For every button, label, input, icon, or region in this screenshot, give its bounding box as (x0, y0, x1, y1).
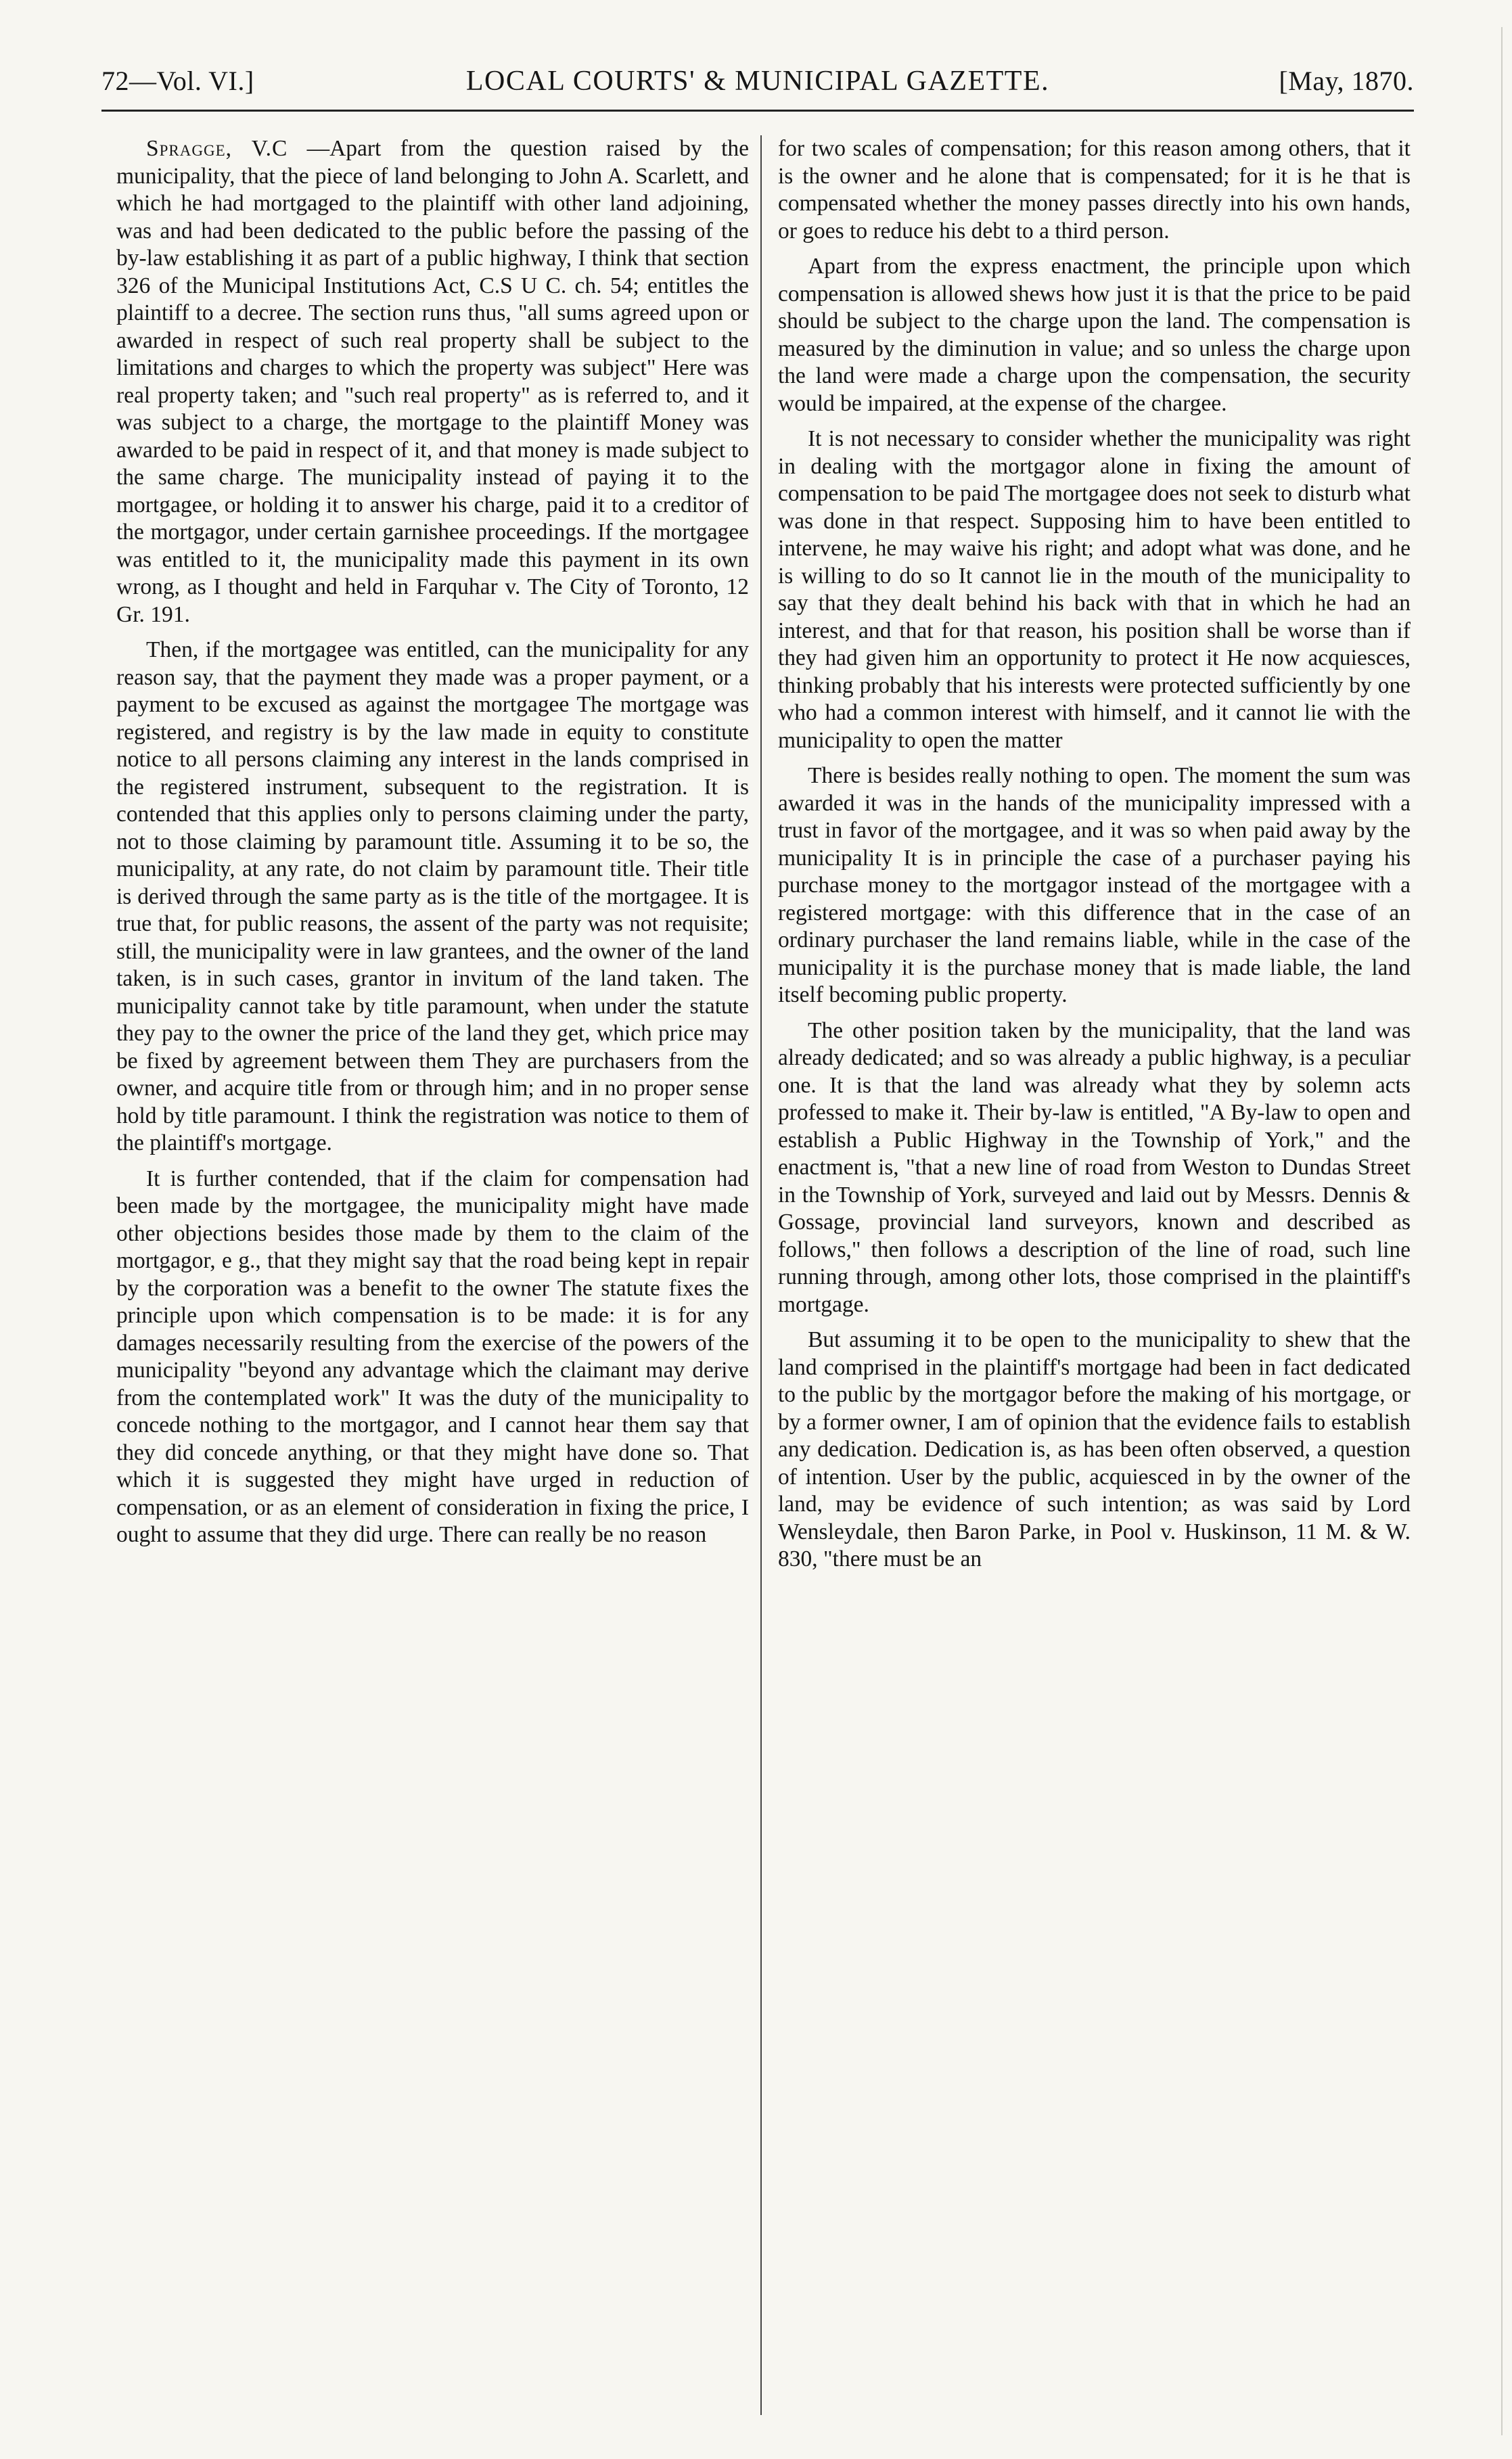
paragraph (778, 762, 1411, 1009)
paragraph-text: Apart from the express enactment, the principle upon which compensation is allowed shews how just it is that the price to be paid should be subject to the charge upon the land. The compensation is measured by the diminution in value; and so unless the charge upon the land were made a charge upon the compensation, the security would be impaired, at the expense of the chargee. (778, 254, 1411, 416)
paragraph (778, 1017, 1411, 1319)
paragraph (116, 1166, 749, 1549)
volume-page-reference: 72—Vol. VI.] (101, 66, 254, 96)
paragraph-text: The other position taken by the municipality, that the land was already dedicated; and so was already a public highway, is a peculiar one. It is that the land was already what they by solemn acts professed to make it. Their by-law is entitled, "A By-law to open and establish a Public Highway in the Township of York," and the enactment is, "that a new line of road from Weston to Dundas Street in the Township of York, surveyed and laid out by Messrs. Dennis & Gossage, provincial land surveyors, known and described as follows," then follows a description of the line of road, such line running through, among other lots, those comprised in the plaintiff's mortgage. (778, 1017, 1411, 1317)
left-column (116, 135, 749, 2422)
paragraph-text: for two scales of compensation; for this reason among others, that it is the owner and he alone that is compensated; for it is he that is compensated whether the money passes directly into his own hands, or goes to reduce his debt to a third person. (778, 136, 1411, 244)
paragraph (116, 637, 749, 1157)
paragraph-text: It is not necessary to consider whether the municipality was right in dealing with the mortgagor alone in fixing the amount of compensation to be paid The mortgagee does not seek to disturb what was done in that respect. Supposing him to have been entitled to intervene, he may waive his right; and adopt what was done, and he is willing to do so It cannot lie in the mouth of the municipality to say that they dealt behind his back with that in which he had an interest, and that for that reason, his position shall be worse than if they had given him an opportunity to protect it He now acquiesces, thinking probably that his interests were protected sufficiently by one who had a common interest with himself, and it cannot lie with the municipality to open the matter (778, 426, 1411, 753)
paragraph-text: —Apart from the question raised by the municipality, that the piece of land belonging to John A. Scarlett, and which he had mortgaged to the plaintiff with other land adjoining, was and had been dedicated to the public before the passing of the by-law establishing it as part of a public highway, I think that section 326 of the Municipal Institutions Act, C.S U C. ch. 54; entitles the plaintiff to a decree. The section runs thus, "all sums agreed upon or awarded in respect of such real property shall be subject to the limitations and charges to which the property was subject" Here was real property taken; and "such real property" as is referred to, and it was subject to a charge, the mortgage to the plaintiff Money was awarded to be paid in respect of it, and that money is made subject to the same charge. The municipality instead of paying it to the mortgagee, or holding it to answer his charge, paid it to a creditor of the mortgagor, under certain garnishee proceedings. If the mortgagee was entitled to it, the municipality made this payment in its own wrong, as I thought and held in Farquhar v. The City of Toronto, 12 Gr. 191. (116, 136, 749, 627)
paragraph (778, 426, 1411, 754)
paragraph (778, 135, 1411, 245)
paragraph-text: It is further contended, that if the claim for compensation had been made by the mortgagee, the municipality might have made other objections besides those made by them to the claim of the mortgagor, e g., that they might say that the road being kept in repair by the corporation was a benefit to the owner The statute fixes the principle upon which compensation is to be made: it is for any damages necessarily resulting from the exercise of the powers of the municipality "beyond any advantage which the claimant may derive from the contemplated work" It was the duty of the municipality to concede nothing to the mortgagor, and I cannot hear them say that they did concede anything, or that they might have done so. That which it is suggested they might have urged in reduction of compensation, or as an element of consideration in fixing the price, I ought to assume that they did urge. There can really be no reason (116, 1166, 749, 1547)
paragraph-text: There is besides really nothing to open. The moment the sum was awarded it was in the hands of the municipality impressed with a trust in favor of the mortgagee, and it was so when paid away by the municipality It is in principle the case of a purchaser paying his purchase money to the mortgagor instead of the mortgagee with a registered mortgage: with this difference that in the case of an ordinary purchaser the land remains liable, while in the case of the municipality it is the purchase money that is made liable, the land itself becoming public property. (778, 763, 1411, 1007)
paragraph (778, 1327, 1411, 1573)
paragraph-text: But assuming it to be open to the municipality to shew that the land comprised in the plaintiff's mortgage had been in fact dedicated to the public by the mortgagor before the making of his mortgage, or by a former owner, I am of opinion that the evidence fails to establish any dedication. Dedication is, as has been often observed, a question of intention. User by the public, acquiesced in by the owner of the land, may be evidence of such intention; as was said by Lord Wensleydale, then Baron Parke, in Pool v. Huskinson, 11 M. & W. 830, "there must be an (778, 1327, 1411, 1571)
publication-title: LOCAL COURTS' & MUNICIPAL GAZETTE. (465, 66, 1050, 97)
page-header (101, 54, 1414, 108)
paragraph (116, 135, 749, 628)
page-edge-line (1501, 27, 1503, 2435)
paragraph-text: Then, if the mortgagee was entitled, can the municipality for any reason say, that the payment they made was a proper payment, or a payment to be excused as against the mortgagee The mortgage was registered, and registry is by the law made in equity to constitute notice to all persons claiming any interest in the lands comprised in the registered instrument, subsequent to the registration. It is contended that this applies only to persons claiming under the party, not to those claiming by paramount title. Assuming it to be so, the municipality, at any rate, do not claim by paramount title. Their title is derived through the same party as is the title of the mortgagee. It is true that, for public reasons, the assent of the party was not requisite; still, the municipality were in law grantees, and the owner of the land taken, is in such cases, grantor in invitum of the land taken. The municipality cannot take by title paramount, when under the statute they pay to the owner the price of the land they get, which price may be fixed by agreement between them They are purchasers from the owner, and acquire title from or through him; and in no proper sense hold by title paramount. I think the registration was notice to them of the plaintiff's mortgage. (116, 637, 749, 1155)
header-rule (101, 110, 1414, 112)
column-divider (760, 135, 762, 2415)
issue-date: [May, 1870. (1279, 66, 1414, 96)
paragraph (778, 253, 1411, 417)
judge-name: Spragge, V.C (146, 136, 288, 161)
right-column (778, 135, 1411, 2422)
